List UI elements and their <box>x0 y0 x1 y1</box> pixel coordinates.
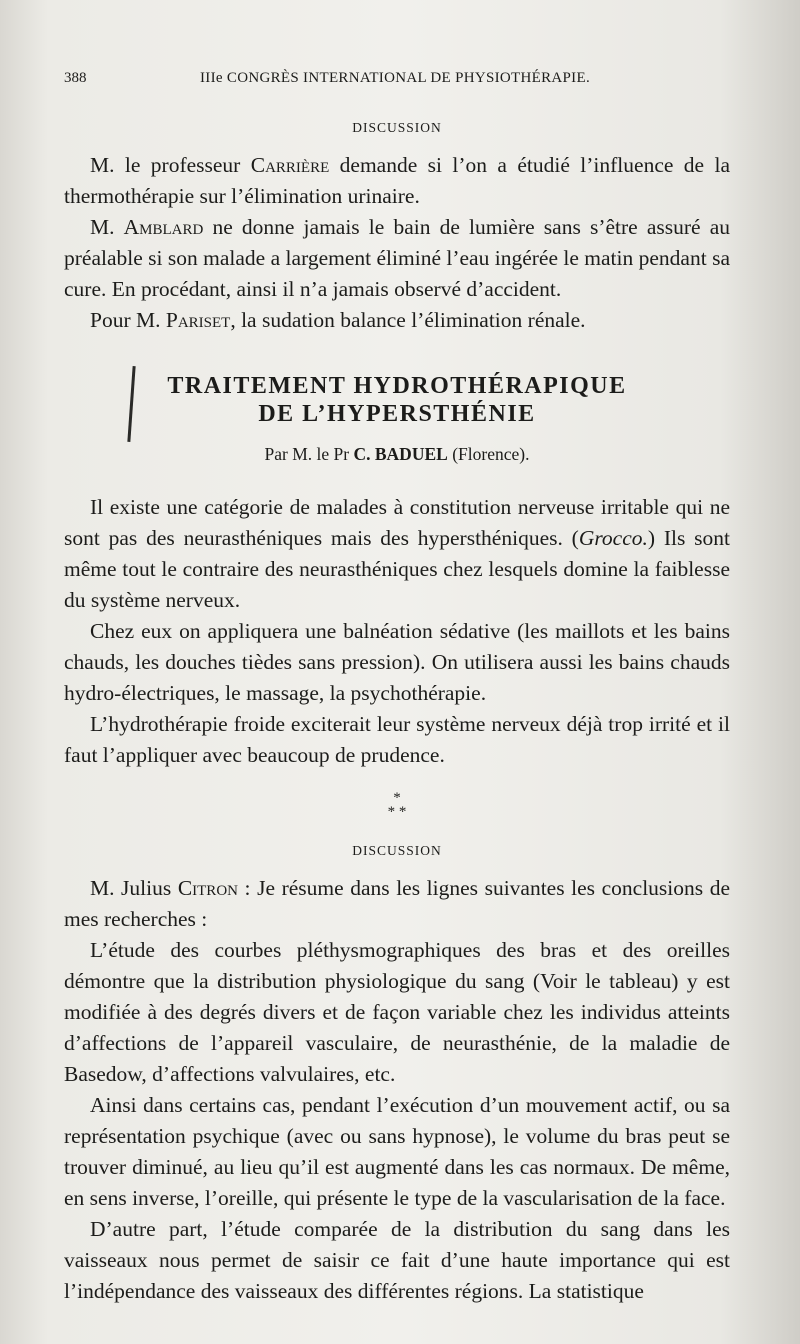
paragraph-text: M. <box>90 215 124 239</box>
paragraph <box>64 492 730 616</box>
paragraph-text: ) Ils sont même tout le contraire des neurasthéniques chez lesquels domine la faiblesse du système nerveux. <box>64 526 730 612</box>
paragraph-text: Il existe une catégorie de malades à constitution nerveuse irritable qui ne sont pas des neurasthéniques mais des hypersthéniques. ( <box>64 495 730 550</box>
paragraph-text: : Je résume dans les lignes suivantes les conclusions de mes recherches : <box>64 876 730 931</box>
citation: Grocco. <box>578 526 648 550</box>
running-title: IIIe CONGRÈS INTERNATIONAL DE PHYSIOTHÉRAPIE. <box>200 70 590 86</box>
asterism-bottom: * * <box>387 804 407 820</box>
asterism-top: * <box>393 790 401 806</box>
paragraph: L’hydrothérapie froide exciterait leur système nerveux déjà trop irrité et il faut l’appliquer avec beaucoup de prudence. <box>64 712 730 767</box>
page-header <box>64 70 730 94</box>
paragraph-text: M. le professeur <box>90 153 251 177</box>
article-title-line-1: TRAITEMENT HYDROTHÉRAPIQUE <box>167 373 627 399</box>
speaker-name: Pariset <box>165 308 231 332</box>
paragraph-text: demande si l’on a étudié l’influence de la thermothérapie sur l’élimination urinaire. <box>64 153 731 208</box>
article-byline <box>64 442 730 466</box>
paragraph <box>64 305 730 336</box>
byline-suffix: (Florence). <box>447 444 530 464</box>
paragraph-text: , la sudation balance l’élimination rénale. <box>230 308 586 332</box>
page-number: 388 <box>64 70 87 86</box>
discussion-heading: DISCUSSION <box>352 843 442 858</box>
paragraph: Chez eux on appliquera une balnéation sédative (les maillots et les bains chauds, les douches tièdes sans pression). On utilisera aussi les bains chauds hydro-électriques, le massage, la psychothérapie. <box>64 619 730 705</box>
asterism <box>64 791 730 819</box>
speaker-name: Carrière <box>250 153 330 177</box>
article-title <box>64 372 730 428</box>
paragraph: L’étude des courbes pléthysmographiques des bras et des oreilles démontre que la distribution physiologique du sang (Voir le tableau) y est modifiée à des degrés divers et de façon variable chez les individus atteints d’affections de l’appareil vasculaire, de neurasthénie, de la maladie de Basedow, d’affections valvulaires, etc. <box>64 938 730 1086</box>
speaker-name: Citron <box>177 876 238 900</box>
paragraph <box>64 873 730 935</box>
article-title-line-2: DE L’HYPERSTHÉNIE <box>258 401 536 427</box>
paragraph-text: Pour M. <box>90 308 166 332</box>
paragraph <box>64 150 730 212</box>
paragraph: Ainsi dans certains cas, pendant l’exécution d’un mouvement actif, ou sa représentation psychique (avec ou sans hypnose), le volume du bras peut se trouver diminué, au lieu qu’il est augmenté dans les cas normaux. De même, en sens inverse, l’oreille, qui présente le type de la vascularisation de la face. <box>64 1093 730 1210</box>
speaker-name: Amblard <box>123 215 204 239</box>
author-name: C. BADUEL <box>353 444 448 464</box>
paragraph-text: ne donne jamais le bain de lumière sans s’être assuré au préalable si son malade a largement éliminé l’eau ingérée le matin pendant sa cure. En procédant, ainsi il n’a jamais observé d’accident. <box>64 215 730 301</box>
byline-prefix: Par M. le Pr <box>264 444 354 464</box>
page-body <box>64 118 730 1307</box>
discussion-heading: DISCUSSION <box>352 120 442 135</box>
paragraph <box>64 212 730 305</box>
paragraph-text: M. Julius <box>90 876 178 900</box>
paragraph: D’autre part, l’étude comparée de la distribution du sang dans les vaisseaux nous permet de saisir ce fait d’une haute importance qui est l’indépendance des vaisseaux des différentes régions. La statistique <box>64 1217 730 1303</box>
